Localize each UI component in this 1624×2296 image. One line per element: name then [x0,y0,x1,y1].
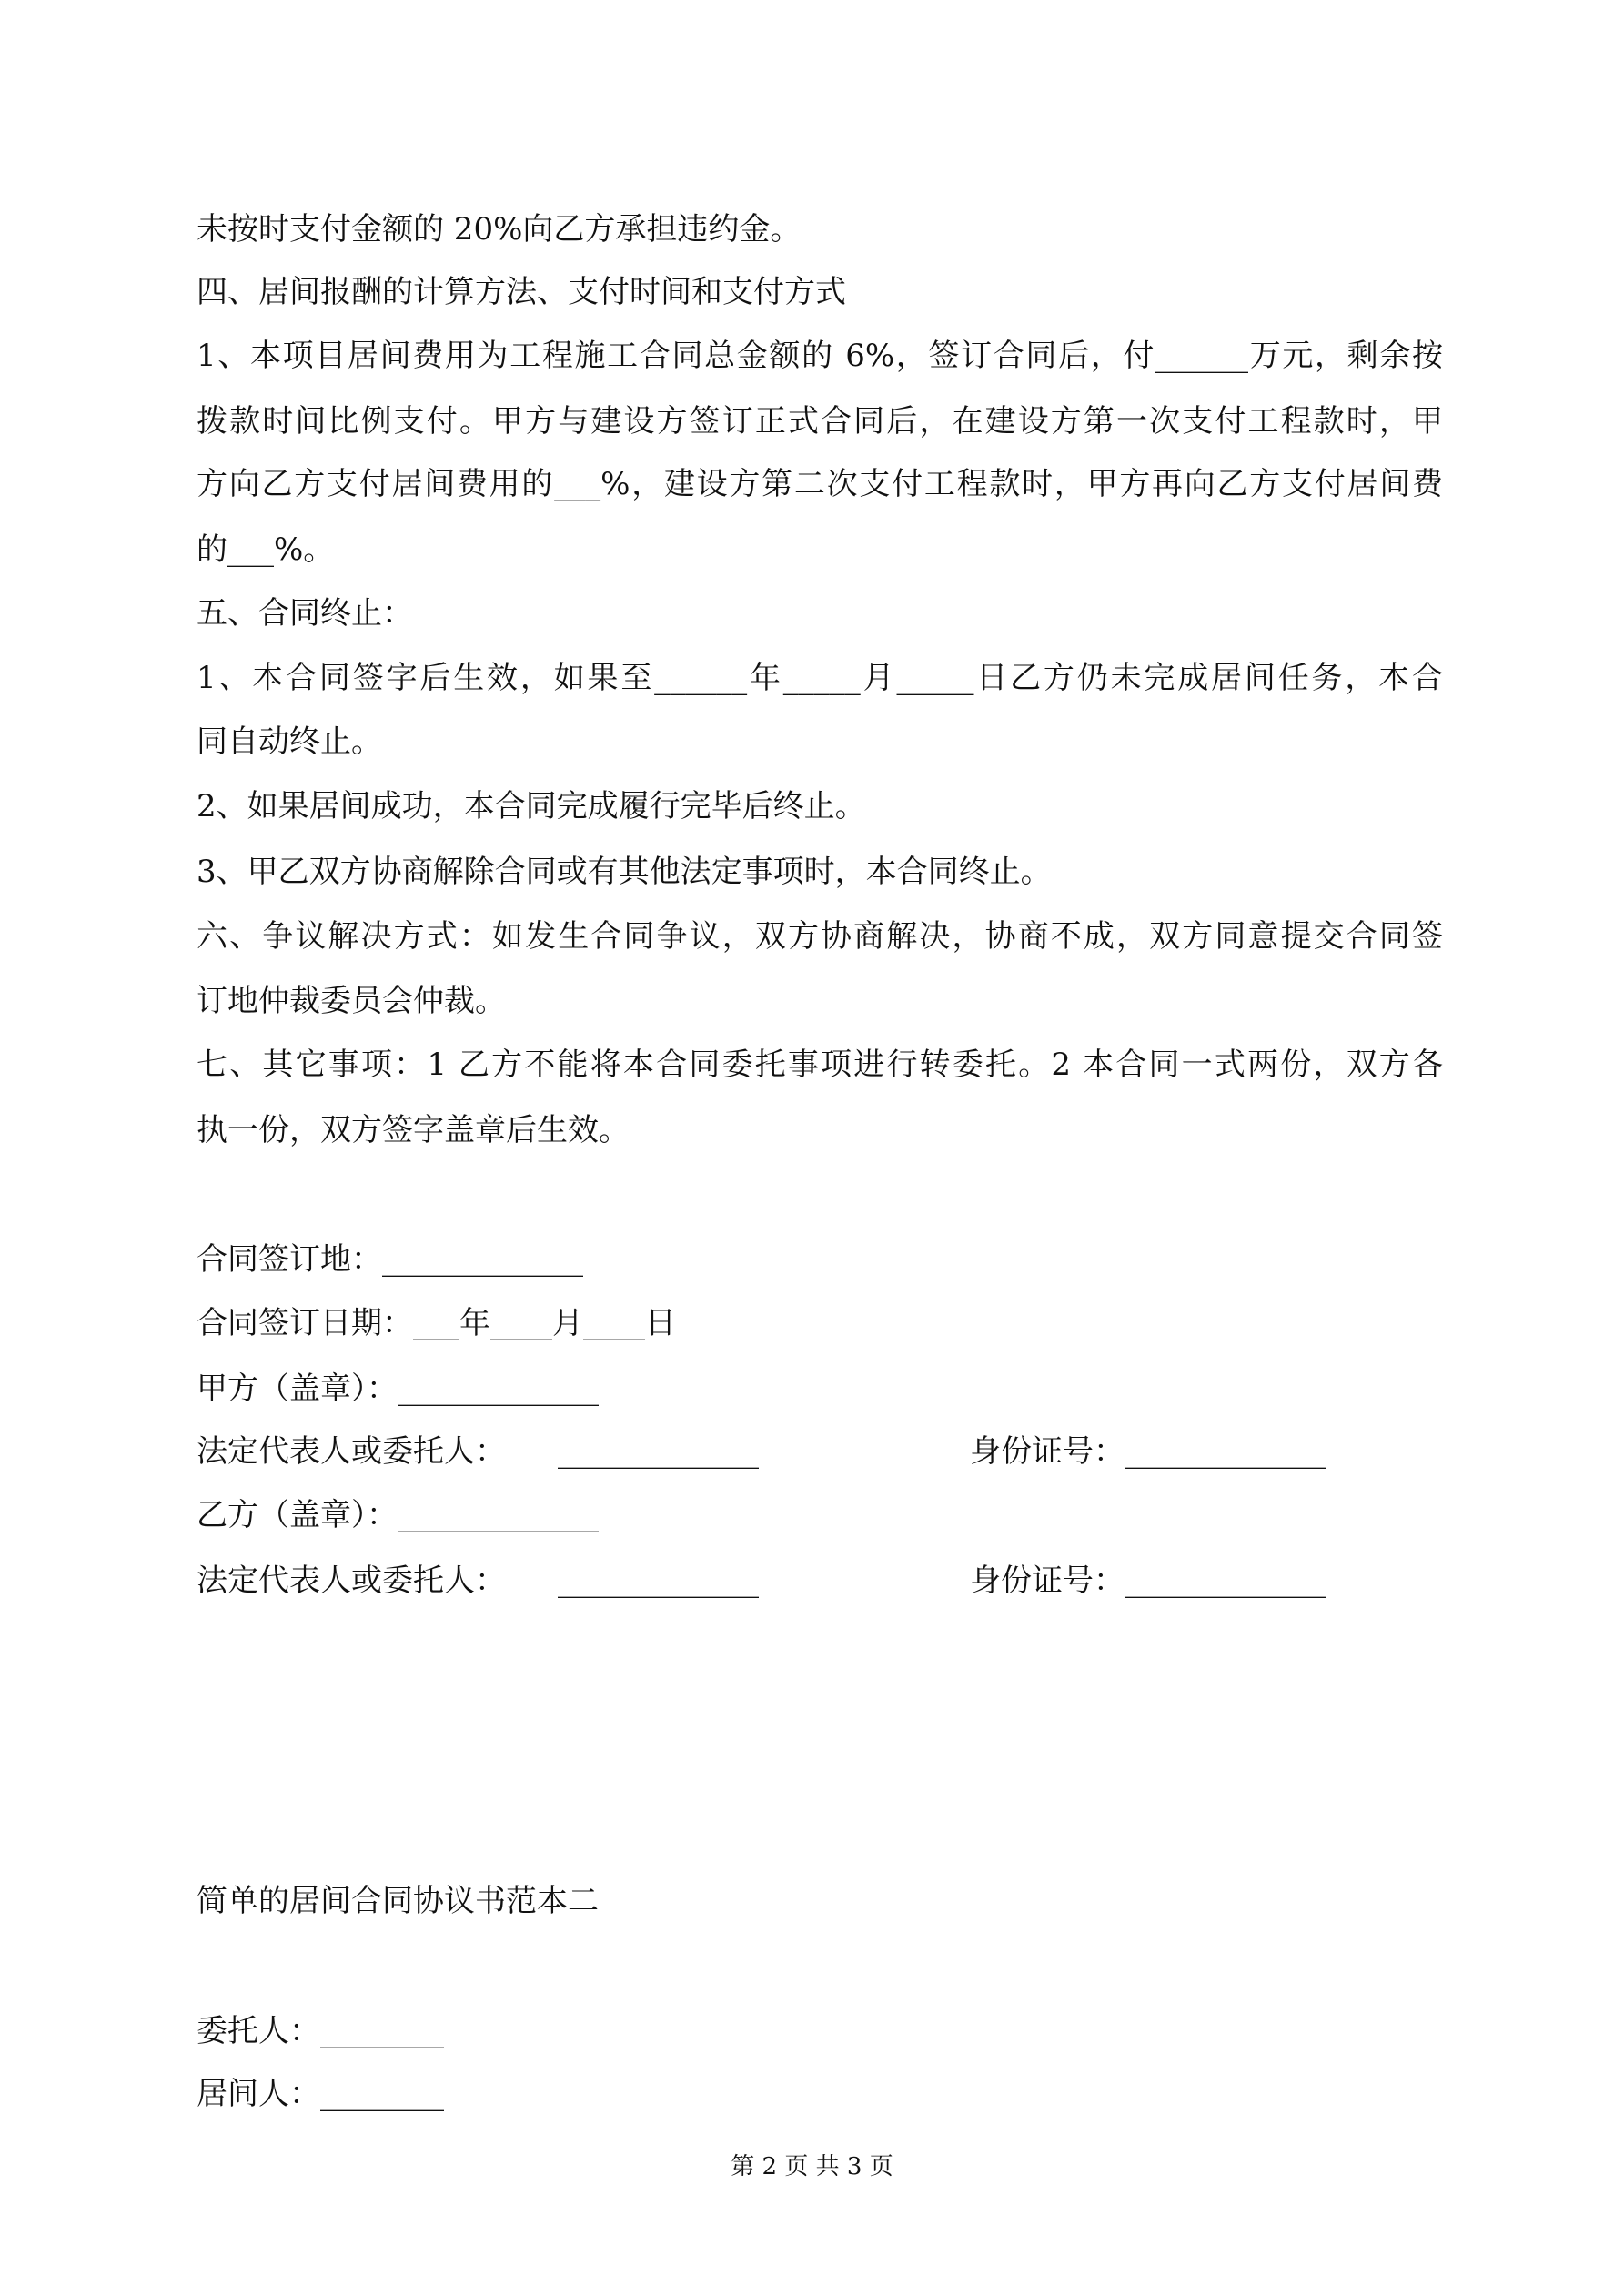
text-line: 未按时支付金额的 20%向乙方承担违约金。 [197,211,802,248]
party-b-representative-label: 法定代表人或委托人： [197,1563,506,1599]
section-heading: 五、合同终止： [197,595,413,632]
party-b-representative-blank: _____________ [558,1563,759,1599]
party-b-seal: 乙方（盖章）：_____________ [197,1497,599,1533]
party-a-id-number: 身份证号：_____________ [970,1433,1326,1470]
section-heading: 七、其它事项：1 乙方不能将本合同委托事项进行转委托。2 本合同一式两份，双方各 [197,1047,1443,1083]
text-line: 3、甲乙双方协商解除合同或有其他法定事项时，本合同终止。 [197,854,1052,890]
text-line: 订地仲裁委员会仲裁。 [197,983,506,1019]
signing-place: 合同签订地：_____________ [197,1241,583,1278]
text-line: 执一份，双方签字盖章后生效。 [197,1112,630,1148]
signing-date: 合同签订日期：___年____月____日 [197,1305,676,1341]
text-line: 1、本项目居间费用为工程施工合同总金额的 6%，签订合同后，付______万元，剩余按 [197,338,1443,374]
client-field: 委托人：________ [197,2013,444,2049]
party-a-representative-label: 法定代表人或委托人： [197,1433,506,1470]
intermediary-field: 居间人：________ [197,2076,444,2112]
section-heading: 四、居间报酬的计算方法、支付时间和支付方式 [197,274,846,310]
party-b-id-number: 身份证号：_____________ [970,1563,1326,1599]
section-title: 简单的居间合同协议书范本二 [197,1883,599,1919]
text-line: 方向乙方支付居间费用的___%，建设方第二次支付工程款时，甲方再向乙方支付居间费 [197,466,1443,502]
party-a-representative-blank: _____________ [558,1433,759,1470]
text-line: 2、如果居间成功，本合同完成履行完毕后终止。 [197,788,866,824]
text-line: 的___%。 [197,531,335,568]
text-line: 拨款时间比例支付。甲方与建设方签订正式合同后，在建设方第一次支付工程款时，甲 [197,403,1443,440]
text-line: 同自动终止。 [197,723,382,760]
party-a-seal: 甲方（盖章）：_____________ [197,1371,599,1407]
text-line: 1、本合同签字后生效，如果至______年_____月_____日乙方仍未完成居间任务，本合 [197,660,1443,696]
section-heading: 六、争议解决方式：如发生合同争议，双方协商解决，协商不成，双方同意提交合同签 [197,918,1443,955]
page-number: 第 2 页 共 3 页 [731,2153,893,2180]
